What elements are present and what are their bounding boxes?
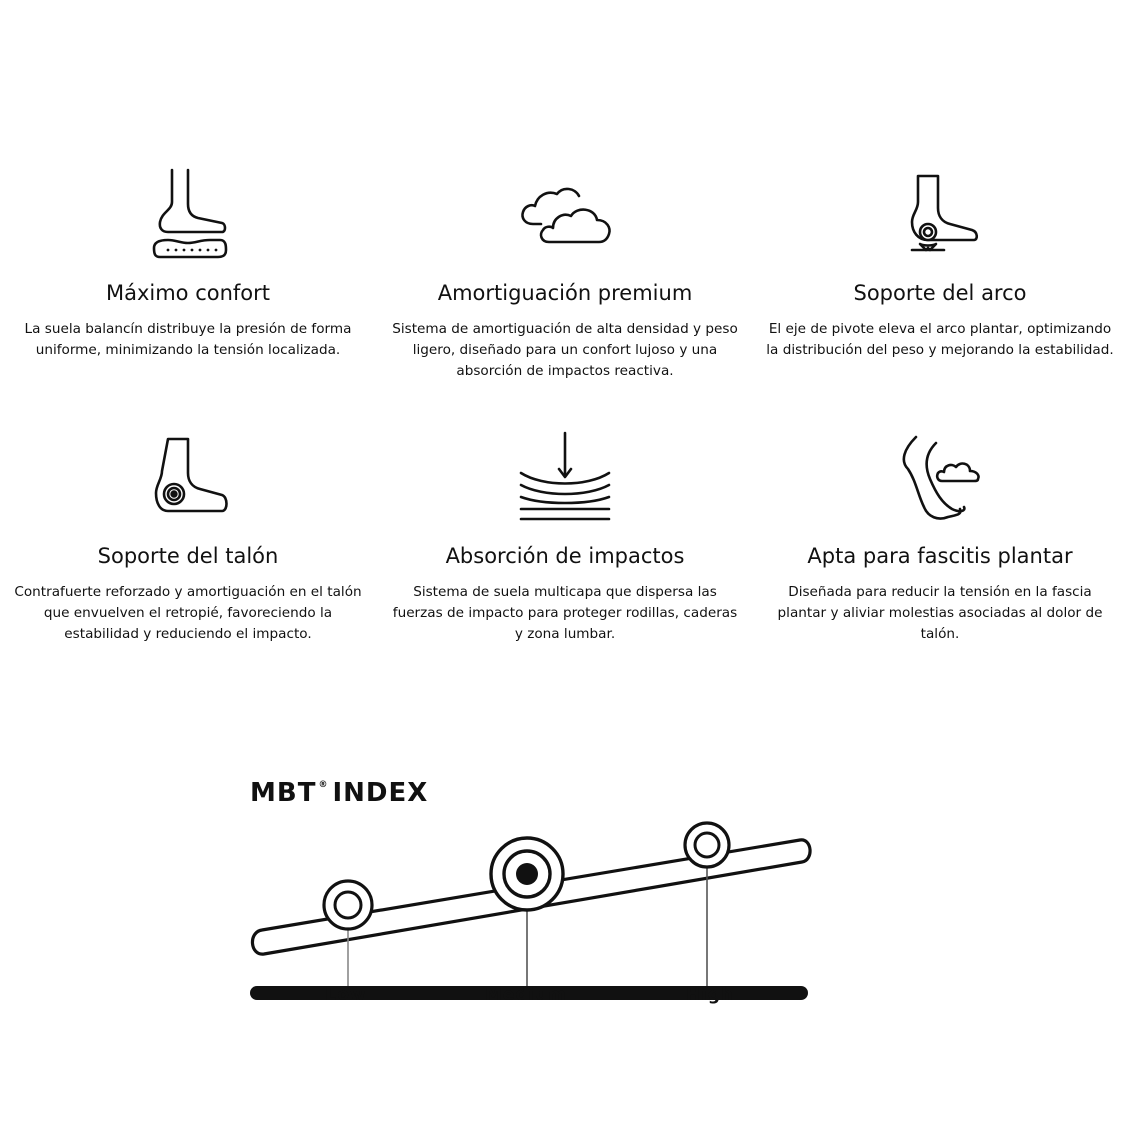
level-high-label: High: [685, 985, 735, 1005]
mbt-index: [240, 770, 830, 1030]
feature-title: Soporte del arco: [853, 281, 1027, 305]
mbt-index-suffix: INDEX: [332, 778, 429, 808]
mbt-index-title: [250, 778, 428, 808]
level-low-label: Low: [325, 985, 367, 1005]
registered-mark: ®: [318, 780, 329, 790]
feature-maximo-confort: [8, 168, 368, 361]
feature-title: Absorción de impactos: [445, 544, 685, 568]
feature-description: Sistema de amortiguación de alta densidad y peso ligero, diseñado para un confort lujoso y una absorción de impactos reactiva.: [392, 321, 738, 379]
impact-layers-icon: [515, 431, 615, 531]
feature-title: Apta para fascitis plantar: [807, 544, 1073, 568]
feature-title: Amortiguación premium: [437, 281, 693, 305]
foot-arch-pivot-icon: [890, 168, 990, 268]
feature-title: Soporte del talón: [97, 544, 279, 568]
level-medium-label: Medium: [484, 985, 568, 1005]
feature-soporte-arco: [760, 168, 1120, 361]
feature-fascitis-plantar: [760, 431, 1120, 645]
foot-cushion-icon: [138, 168, 238, 268]
feature-soporte-talon: [8, 431, 368, 645]
feature-description: Diseñada para reducir la tensión en la fascia plantar y aliviar molestias asociadas al dolor de talón.: [777, 584, 1103, 642]
mbt-brand: MBT: [250, 778, 317, 808]
rocker-scale-icon: [240, 810, 830, 1010]
feature-description: Sistema de suela multicapa que dispersa las fuerzas de impacto para proteger rodillas, caderas y zona lumbar.: [392, 584, 738, 642]
feature-description: La suela balancín distribuye la presión de forma uniforme, minimizando la tensión localizada.: [24, 321, 352, 358]
feature-description: Contrafuerte reforzado y amortiguación en el talón que envuelven el retropié, favoreciendo la estabilidad y reduciendo el impacto.: [14, 584, 362, 642]
feature-amortiguacion-premium: [385, 168, 745, 382]
feature-absorcion-impactos: [385, 431, 745, 645]
foot-heel-target-icon: [138, 431, 238, 531]
clouds-icon: [515, 168, 615, 268]
feature-title: Máximo confort: [105, 281, 271, 305]
feature-description: El eje de pivote eleva el arco plantar, optimizando la distribución del peso y mejorando la estabilidad.: [766, 321, 1114, 358]
foot-cloud-icon: [890, 431, 990, 531]
